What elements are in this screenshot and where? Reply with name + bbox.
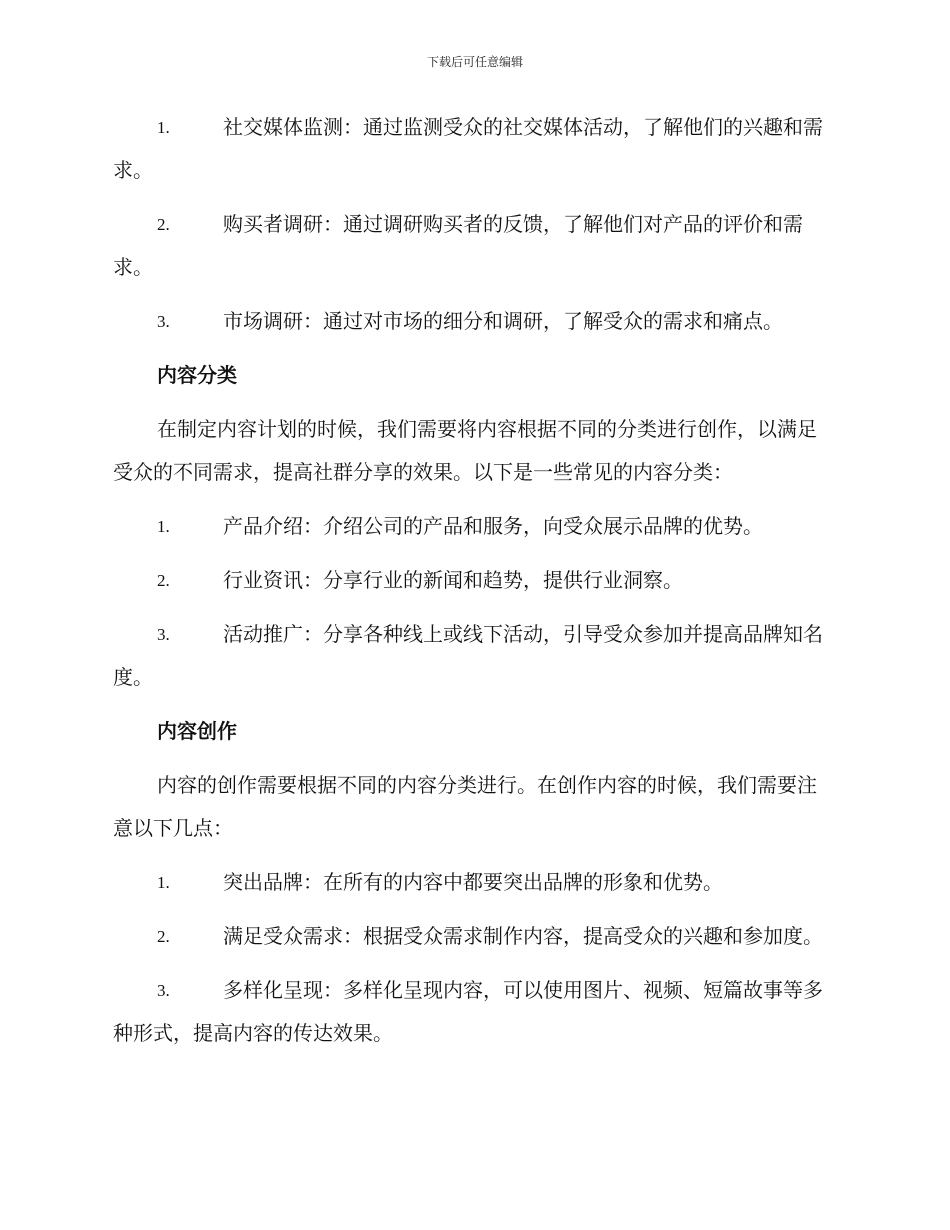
list-item-number: 3.	[157, 981, 170, 1000]
list-item-text: 满足受众需求：根据受众需求制作内容，提高受众的兴趣和参加度。	[223, 924, 823, 948]
list-item	[113, 505, 833, 548]
list-item	[113, 559, 833, 602]
list-item	[113, 861, 833, 904]
list-item	[113, 969, 833, 1055]
list-item-text: 产品介绍：介绍公司的产品和服务，向受众展示品牌的优势。	[223, 514, 763, 538]
page-header: 下载后可任意编辑	[426, 55, 523, 69]
list-item-number: 1.	[157, 517, 170, 536]
list-item-text: 市场调研：通过对市场的细分和调研，了解受众的需求和痛点。	[223, 309, 783, 333]
list-item	[113, 106, 833, 192]
list-item	[113, 203, 833, 289]
list-item-number: 2.	[157, 215, 170, 234]
list-item	[113, 613, 833, 699]
list-item-text: 多样化呈现：多样化呈现内容，可以使用图片、视频、短篇故事等多种形式，提高内容的传达效果。	[113, 978, 823, 1045]
section-intro-classification: 在制定内容计划的时候，我们需要将内容根据不同的分类进行创作，以满足受众的不同需求，提高社群分享的效果。以下是一些常见的内容分类：	[113, 417, 817, 484]
list-item-number: 1.	[157, 118, 170, 137]
list-item-number: 3.	[157, 312, 170, 331]
list-item-text: 活动推广：分享各种线上或线下活动，引导受众参加并提高品牌知名度。	[113, 622, 823, 689]
section-heading-creation: 内容创作	[157, 719, 237, 743]
list-item-number: 1.	[157, 873, 170, 892]
section-intro-creation: 内容的创作需要根据不同的内容分类进行。在创作内容的时候，我们需要注意以下几点：	[113, 773, 817, 840]
document-body	[113, 106, 833, 1066]
list-item-text: 行业资讯：分享行业的新闻和趋势，提供行业洞察。	[223, 568, 683, 592]
list-item-text: 购买者调研：通过调研购买者的反馈，了解他们对产品的评价和需求。	[113, 212, 803, 279]
list-item-number: 3.	[157, 625, 170, 644]
list-item-number: 2.	[157, 571, 170, 590]
list-item-text: 突出品牌：在所有的内容中都要突出品牌的形象和优势。	[223, 870, 723, 894]
list-item	[113, 300, 833, 343]
list-item-number: 2.	[157, 927, 170, 946]
list-item-text: 社交媒体监测：通过监测受众的社交媒体活动，了解他们的兴趣和需求。	[113, 115, 823, 182]
list-item	[113, 915, 833, 958]
section-heading-classification: 内容分类	[157, 363, 237, 387]
